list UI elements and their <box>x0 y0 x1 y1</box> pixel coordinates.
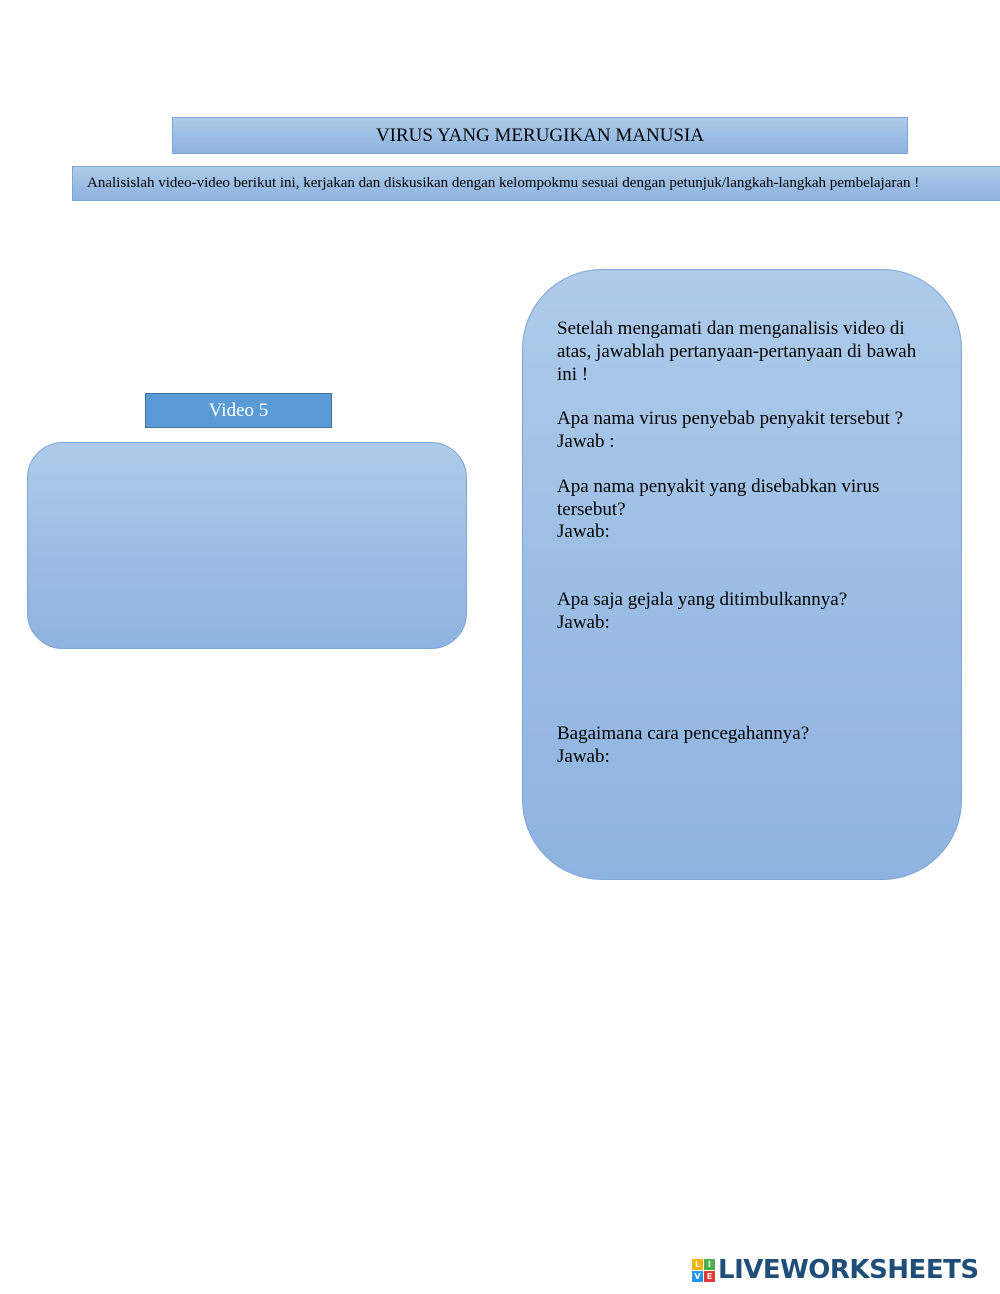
instruction-banner <box>72 166 1000 201</box>
question-2: Apa nama penyakit yang disebabkan virus tersebut? <box>557 476 880 520</box>
worksheet-title <box>172 117 908 154</box>
video-player-area[interactable] <box>27 442 467 649</box>
worksheet-title-text: VIRUS YANG MERUGIKAN MANUSIA <box>375 124 705 146</box>
liveworksheets-logo <box>692 1255 979 1285</box>
questions-intro: Setelah mengamati dan menganalisis video di atas, jawablah pertanyaan-pertanyaan di bawah ini ! <box>557 318 917 385</box>
question-4: Bagaimana cara pencegahannya? <box>557 723 810 744</box>
answer-2-label: Jawab: <box>557 521 610 542</box>
liveworksheets-icon <box>692 1259 715 1282</box>
video-label-text: Video 5 <box>208 399 269 421</box>
question-panel <box>522 269 962 880</box>
video-label <box>145 393 332 428</box>
logo-square: E <box>704 1271 715 1282</box>
question-1: Apa nama virus penyebab penyakit tersebut ? <box>557 408 904 429</box>
answer-1-label: Jawab : <box>557 431 615 452</box>
instruction-text: Analisislah video-video berikut ini, kerjakan dan diskusikan dengan kelompokmu sesuai dengan petunjuk/langkah-langkah pembelajaran ! <box>87 175 920 191</box>
answer-4-label: Jawab: <box>557 746 610 767</box>
logo-square: I <box>704 1259 715 1270</box>
liveworksheets-wordmark: LIVEWORKSHEETS <box>718 1255 979 1285</box>
question-3: Apa saja gejala yang ditimbulkannya? <box>557 589 848 610</box>
logo-square: L <box>692 1259 703 1270</box>
answer-3-label: Jawab: <box>557 612 610 633</box>
logo-square: V <box>692 1271 703 1282</box>
